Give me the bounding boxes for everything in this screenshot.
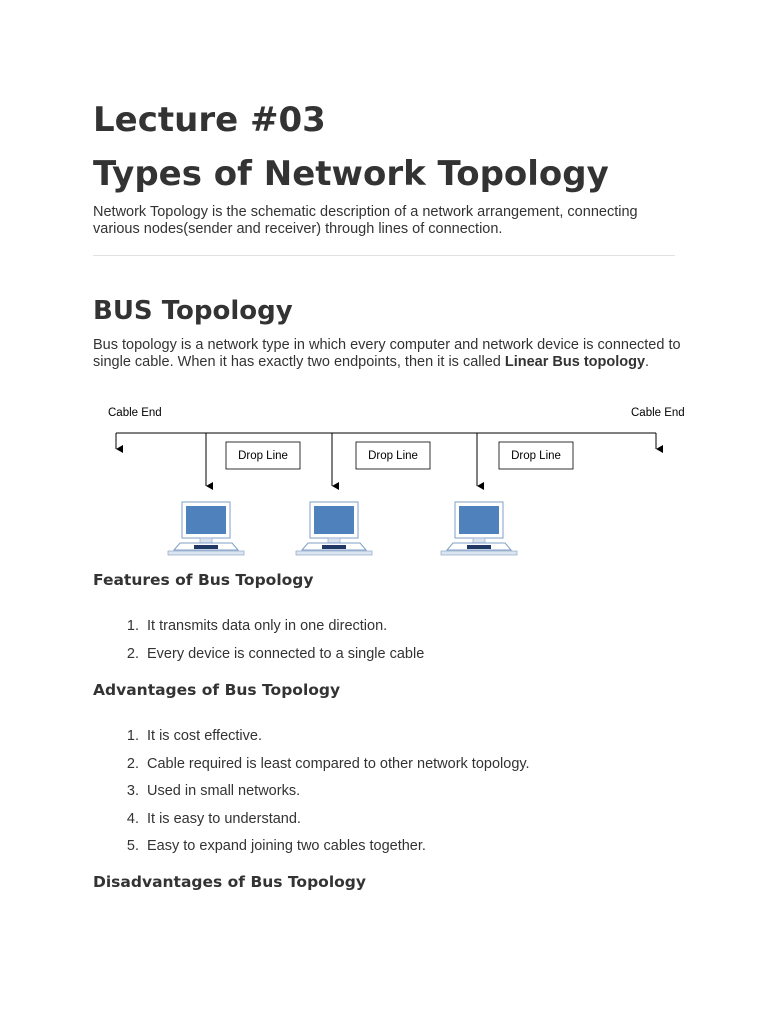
bus-topology-heading: BUS Topology: [93, 296, 293, 326]
list-number: 3 .: [93, 781, 139, 801]
intro-paragraph: Network Topology is the schematic description of a network arrangement, connecting various nodes(sender and receiver) through lines of connection.: [93, 204, 638, 237]
advantages-list: [93, 726, 683, 864]
drop-line-label-1: Drop Line: [238, 450, 288, 462]
bus-description-bold: Linear Bus topology: [504, 354, 646, 370]
list-text: Cable required is least compared to other network topology.: [147, 755, 530, 772]
list-text: Every device is connected to a single cable: [147, 645, 425, 662]
list-number: 1 .: [93, 616, 139, 636]
list-item: [93, 644, 683, 672]
list-number: 2 .: [93, 644, 139, 664]
section-divider: [93, 255, 675, 256]
lecture-title: Lecture #03: [93, 100, 326, 140]
page-title: Types of Network Topology: [93, 154, 609, 194]
features-heading: Features of Bus Topology: [93, 571, 314, 589]
bus-description: [93, 337, 683, 371]
list-text: It is cost effective.: [147, 728, 262, 744]
bus-topology-diagram: [103, 400, 703, 560]
list-item: [93, 754, 683, 782]
computer-icon: [296, 502, 372, 555]
computer-icon: [441, 502, 517, 555]
computer-icon: [168, 502, 244, 555]
bus-description-end: .: [645, 354, 650, 370]
list-item: [93, 836, 683, 864]
advantages-heading: Advantages of Bus Topology: [93, 681, 341, 699]
cable-end-left-label: Cable End: [108, 407, 162, 419]
disadvantages-heading: Disadvantages of Bus Topology: [93, 873, 366, 891]
cable-end-right-label: Cable End: [631, 407, 685, 419]
list-text: It transmits data only in one direction.: [147, 618, 388, 634]
list-number: 5 .: [93, 836, 139, 856]
list-item: [93, 781, 683, 809]
list-item: [93, 616, 683, 644]
list-text: Used in small networks.: [147, 783, 301, 799]
features-list: [93, 616, 683, 671]
drop-line-label-3: Drop Line: [511, 450, 561, 462]
list-text: It is easy to understand.: [147, 810, 301, 827]
list-number: 4 .: [93, 809, 139, 829]
drop-line-label-2: Drop Line: [368, 450, 418, 462]
list-item: [93, 809, 683, 837]
list-item: [93, 726, 683, 754]
bus-description-text: Bus topology is a network type in which every computer and network device is connected to single cable. When it has exactly two endpoints, then it is called: [93, 337, 681, 370]
list-text: Easy to expand joining two cables together.: [147, 838, 426, 854]
list-number: 2 .: [93, 754, 139, 774]
list-number: 1 .: [93, 726, 139, 746]
